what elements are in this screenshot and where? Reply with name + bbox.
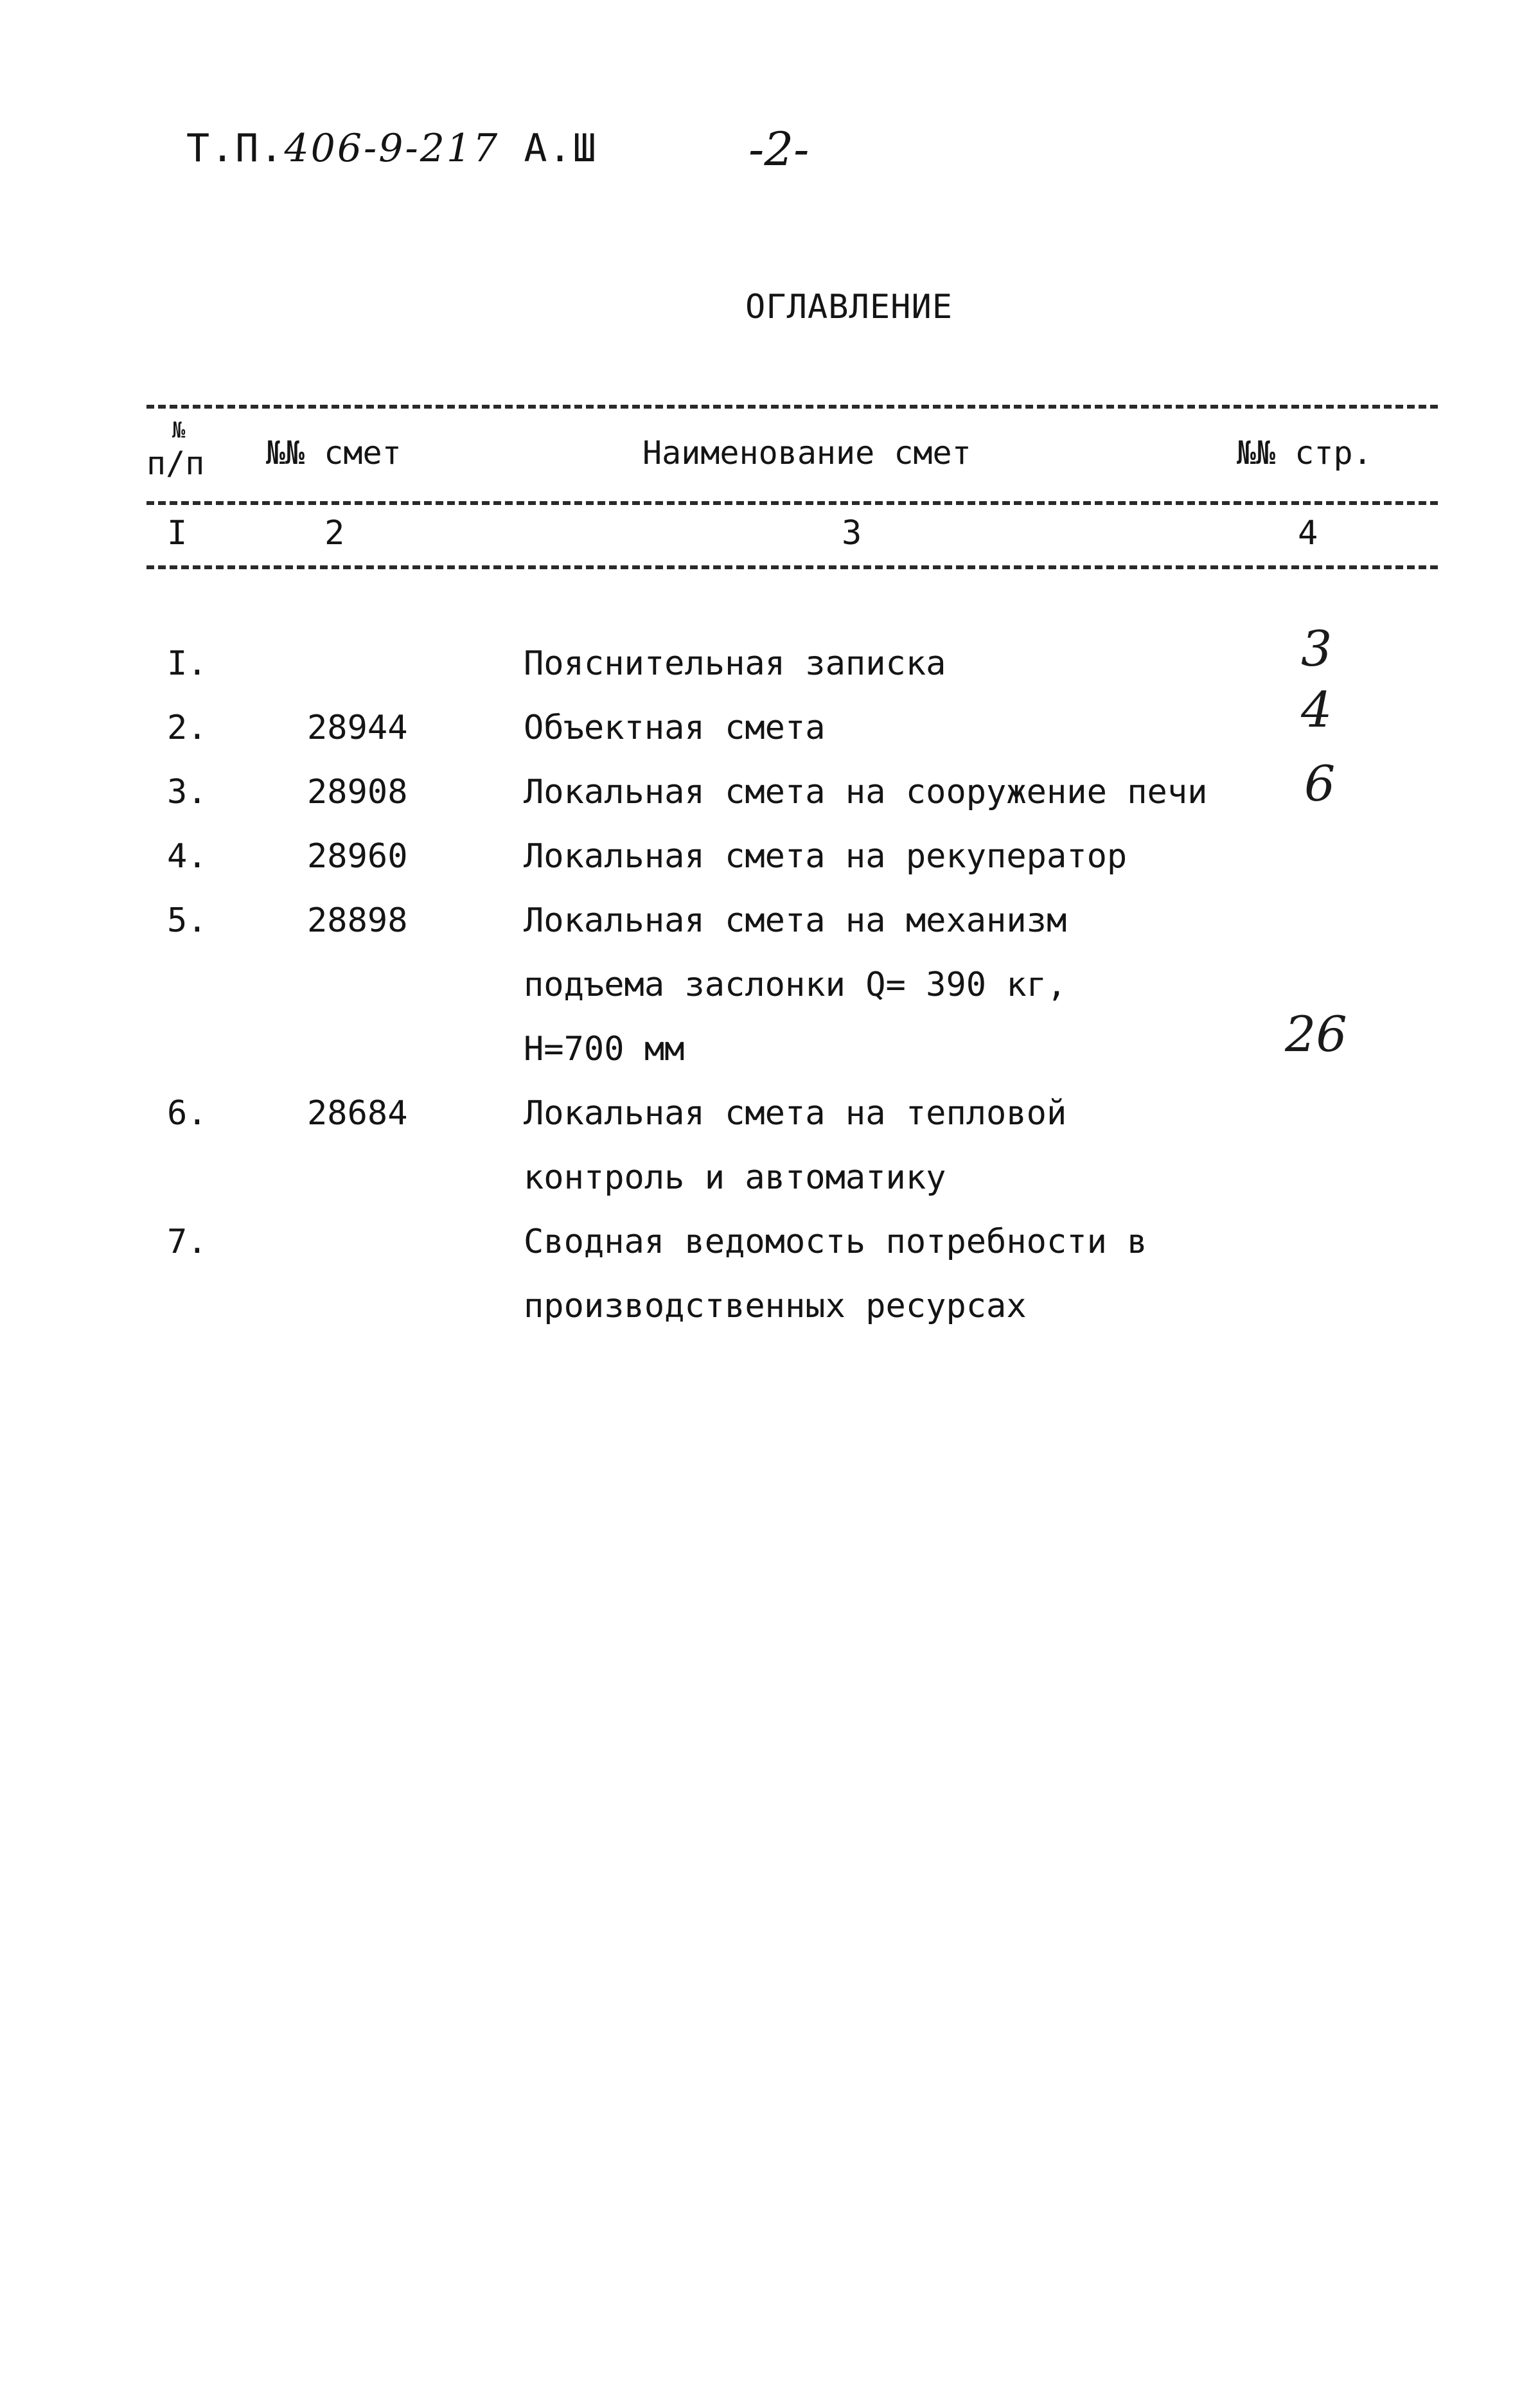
row-estimate: 28908 — [307, 773, 408, 811]
header-estimate-numbers: №№ смет — [266, 434, 402, 472]
table-top-rule — [146, 405, 1438, 409]
header-item-number: п/п — [146, 445, 205, 482]
row-name-line: Локальная смета на механизм — [524, 901, 1067, 940]
code-prefix: Т.П. — [186, 126, 285, 171]
header-divider-rule — [146, 501, 1438, 505]
code-suffix: А.Ш — [524, 126, 597, 171]
row-name-line: Пояснительная записка — [524, 644, 946, 683]
header-bottom-rule — [146, 565, 1438, 569]
row-name-line: производственных ресурсах — [524, 1287, 1027, 1325]
row-name-line: контроль и автоматику — [524, 1158, 946, 1197]
row-name-line: Сводная ведомость потребности в — [524, 1223, 1147, 1261]
row-name-line: Локальная смета на рекуператор — [524, 837, 1128, 876]
row-page: 26 — [1285, 1005, 1347, 1063]
column-number-2: 2 — [324, 514, 345, 553]
document-code — [186, 126, 597, 171]
code-handwritten: 406-9-217 — [284, 126, 500, 171]
row-number: 7. — [167, 1223, 208, 1261]
page-title: ОГЛАВЛЕНИЕ — [745, 288, 953, 326]
row-estimate: 28960 — [307, 837, 408, 876]
row-page: 3 — [1301, 620, 1332, 677]
row-estimate: 28944 — [307, 709, 408, 747]
header-estimate-names: Наименование смет — [642, 434, 971, 472]
row-page: 6 — [1304, 755, 1336, 812]
row-page: 4 — [1301, 681, 1332, 738]
column-number-3: 3 — [842, 514, 862, 553]
row-number: 2. — [167, 709, 208, 747]
column-number-4: 4 — [1298, 514, 1318, 553]
column-number-1: I — [167, 514, 188, 553]
row-name-line: подъема заслонки Q= 390 кг, — [524, 966, 1067, 1004]
row-name-line: Локальная смета на сооружение печи — [524, 773, 1208, 811]
header-page-numbers: №№ стр. — [1237, 434, 1372, 472]
row-estimate: 28898 — [307, 901, 408, 940]
row-number: I. — [167, 644, 208, 683]
row-name-line: Н=700 мм — [524, 1030, 685, 1068]
row-name-line: Объектная смета — [524, 709, 826, 747]
page-number: -2- — [748, 122, 810, 176]
row-name-line: Локальная смета на тепловой — [524, 1094, 1067, 1133]
row-estimate: 28684 — [307, 1094, 408, 1133]
header-number-sign: № — [172, 418, 186, 443]
row-number: 4. — [167, 837, 208, 876]
row-number: 6. — [167, 1094, 208, 1133]
row-number: 3. — [167, 773, 208, 811]
row-number: 5. — [167, 901, 208, 940]
